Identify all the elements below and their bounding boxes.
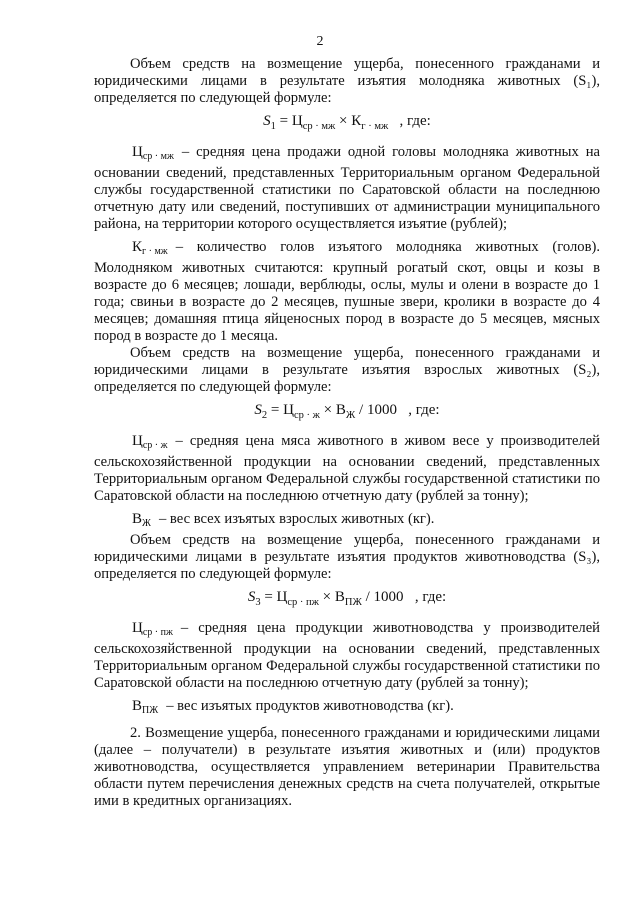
formula-div: / 1000	[359, 402, 397, 418]
symbol-letter: В	[132, 698, 143, 714]
definition-v-zh	[94, 511, 600, 532]
definition-symbol	[132, 144, 174, 165]
definition-text: – вес изъятых продуктов животноводства (кг).	[166, 698, 454, 714]
formula-lhs: S	[247, 589, 256, 605]
formula-term-b-sub: Ж	[345, 410, 356, 421]
formula-term-a-sub: ср · мж	[302, 121, 336, 132]
document-body	[94, 56, 600, 810]
formula-term-b: К	[351, 113, 362, 129]
formula-term-b-sub: г · мж	[361, 121, 389, 132]
symbol-sub: ср · ж	[142, 440, 168, 451]
definition-kg-mzh	[94, 239, 600, 345]
paragraph-s1-intro: Объем средств на возмещение ущерба, понесенного гражданами и юридическими лицами в результате изъятия молодняка животных (S₁), определяется по следующей формуле:	[94, 56, 600, 106]
definition-text: – количество голов изъятого молодняка животных (голов). Молодняком животных считаются: крупный рогатый скот, овцы и козы в возрасте до 6 месяцев; лошади, верблюды, ослы, мулы и олени в возрасте до 1 года; свиньи в возрасте до 2 месяцев, пушные звери, кролики в возрасте до 4 месяцев; домашняя птица яйценосных пород в возрасте до 5 месяцев, мясных пород в возрасте до 1 месяца.	[94, 239, 600, 344]
paragraph-s3-intro: Объем средств на возмещение ущерба, понесенного гражданами и юридическими лицами в результате изъятия продуктов животноводства (S₃), определяется по следующей формуле:	[94, 532, 600, 582]
formula-s2	[94, 402, 600, 424]
formula-term-a: Ц	[291, 113, 303, 129]
definition-text: – вес всех изъятых взрослых животных (кг).	[158, 511, 435, 527]
definition-tsr-pzh	[94, 620, 600, 692]
paragraph-s2-intro: Объем средств на возмещение ущерба, понесенного гражданами и юридическими лицами в результате изъятия взрослых животных (S₂), определяется по следующей формуле:	[94, 345, 600, 395]
formula-op: ×	[339, 113, 348, 129]
symbol-letter: Ц	[132, 144, 143, 160]
symbol-letter: Ц	[132, 433, 143, 449]
formula-lhs: S	[254, 402, 262, 418]
formula-s3	[94, 589, 600, 611]
symbol-sub: г · мж	[142, 246, 168, 257]
symbol-letter: К	[132, 239, 143, 255]
formula-term-a: Ц	[283, 402, 294, 418]
formula-tail: , где:	[414, 589, 447, 605]
definition-tsr-mzh	[94, 144, 600, 233]
formula-lhs-sub: 3	[255, 597, 261, 608]
formula-lhs: S	[263, 113, 271, 129]
definition-text: – средняя цена продажи одной головы молодняка животных на основании сведений, представленных Территориальным органом Федеральной службы государственной статистики по Саратовской области на последнюю отчетную дату или сведений, поступивших от администрации муниципального района, на территории которого осуществляется изъятие (рублей);	[94, 144, 600, 232]
definition-tsr-zh	[94, 433, 600, 505]
formula-eq: =	[279, 113, 289, 129]
formula-term-b: В	[335, 402, 346, 418]
definition-symbol	[132, 239, 168, 260]
definition-text: – средняя цена продукции животноводства у производителей сельскохозяйственной продукции на основании сведений, представленных Территориальным органом Федеральной службы государственной статистики по Саратовской области на последнюю отчетную дату (рублей за тонну);	[94, 620, 600, 691]
definition-symbol	[132, 620, 173, 641]
definition-symbol	[132, 433, 168, 454]
formula-eq: =	[270, 402, 280, 418]
formula-lhs-sub: 1	[270, 121, 276, 132]
formula-term-a-sub: ср · пж	[287, 597, 319, 608]
formula-op: ×	[322, 589, 332, 605]
symbol-letter: Ц	[132, 620, 143, 636]
definition-symbol	[132, 511, 151, 532]
formula-tail: , где:	[399, 113, 431, 129]
formula-op: ×	[323, 402, 333, 418]
formula-s1	[94, 113, 600, 135]
definition-v-pzh	[94, 698, 600, 719]
paragraph-compensation: 2. Возмещение ущерба, понесенного гражданами и юридическими лицами (далее – получатели) в результате изъятия животных и (или) продуктов животноводства, осуществляется управлением ветеринарии Правительства области путем перечисления денежных средств на счета получателей, открытые ими в кредитных организациях.	[94, 725, 600, 809]
symbol-letter: В	[132, 511, 143, 527]
formula-eq: =	[264, 589, 273, 605]
definition-text: – средняя цена мяса животного в живом весе у производителей сельскохозяйственной продукции на основании сведений, представленных Территориальным органом Федеральной службы государственной статистики по Саратовской области на последнюю отчетную дату (рублей за тонну);	[94, 433, 600, 504]
formula-term-a-sub: ср · ж	[293, 410, 320, 421]
symbol-sub: ср · мж	[142, 151, 174, 162]
definition-symbol	[132, 698, 158, 719]
symbol-sub: Ж	[142, 518, 151, 529]
formula-term-b-sub: ПЖ	[344, 597, 362, 608]
formula-term-a: Ц	[276, 589, 288, 605]
formula-term-b: В	[334, 589, 345, 605]
symbol-sub: ПЖ	[142, 705, 159, 716]
symbol-sub: ср · пж	[142, 627, 173, 638]
formula-tail: , где:	[408, 402, 440, 418]
formula-lhs-sub: 2	[261, 410, 268, 421]
formula-div: / 1000	[365, 589, 404, 605]
page-number: 2	[316, 34, 324, 49]
